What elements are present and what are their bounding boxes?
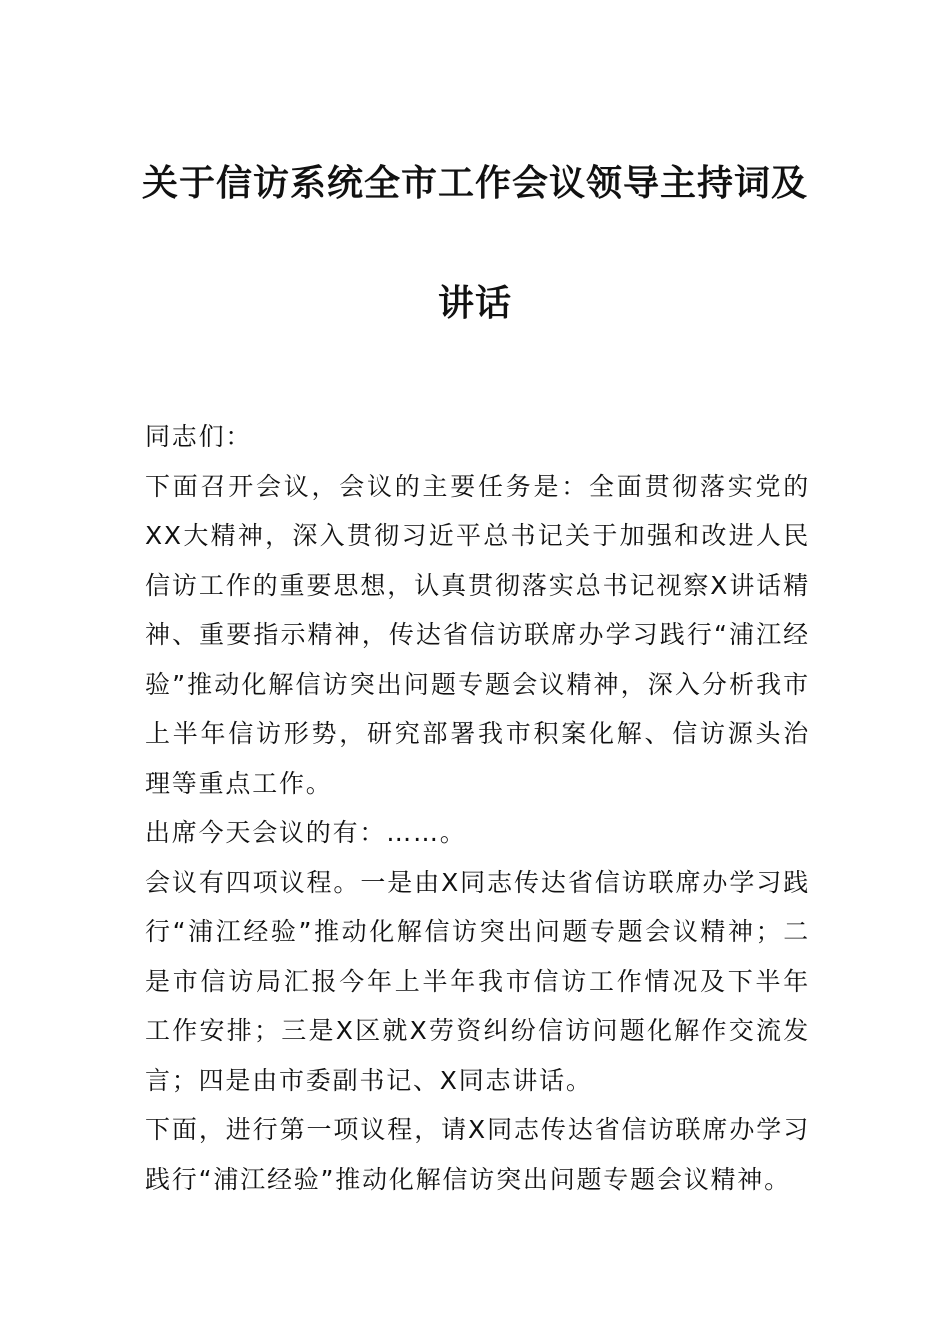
document-title-line-2: 讲话 bbox=[437, 283, 512, 324]
document-body bbox=[145, 412, 810, 1204]
document-title-line-1: 关于信访系统全市工作会议领导主持词及 bbox=[141, 163, 808, 204]
paragraph-meeting-tasks: 下面召开会议，会议的主要任务是：全面贯彻落实党的XX大精神，深入贯彻习近平总书记关于加强和改进人民信访工作的重要思想，认真贯彻落实总书记视察X讲话精神、重要指示精神，传达省信访联席办学习践行“浦江经验”推动化解信访突出问题专题会议精神，深入分析我市上半年信访形势，研究部署我市积案化解、信访源头治理等重点工作。 bbox=[145, 471, 810, 798]
paragraph-agenda: 会议有四项议程。一是由X同志传达省信访联席办学习践行“浦江经验”推动化解信访突出问题专题会议精神；二是市信访局汇报今年上半年我市信访工作情况及下半年工作安排；三是X区就X劳资纠纷信访问题化解作交流发言；四是由市委副书记、X同志讲话。 bbox=[145, 867, 810, 1095]
paragraph-first-item: 下面，进行第一项议程，请X同志传达省信访联席办学习践行“浦江经验”推动化解信访突出问题专题会议精神。 bbox=[145, 1115, 810, 1194]
paragraph-salutation: 同志们： bbox=[145, 422, 253, 451]
paragraph-attendees: 出席今天会议的有：……。 bbox=[145, 818, 467, 847]
